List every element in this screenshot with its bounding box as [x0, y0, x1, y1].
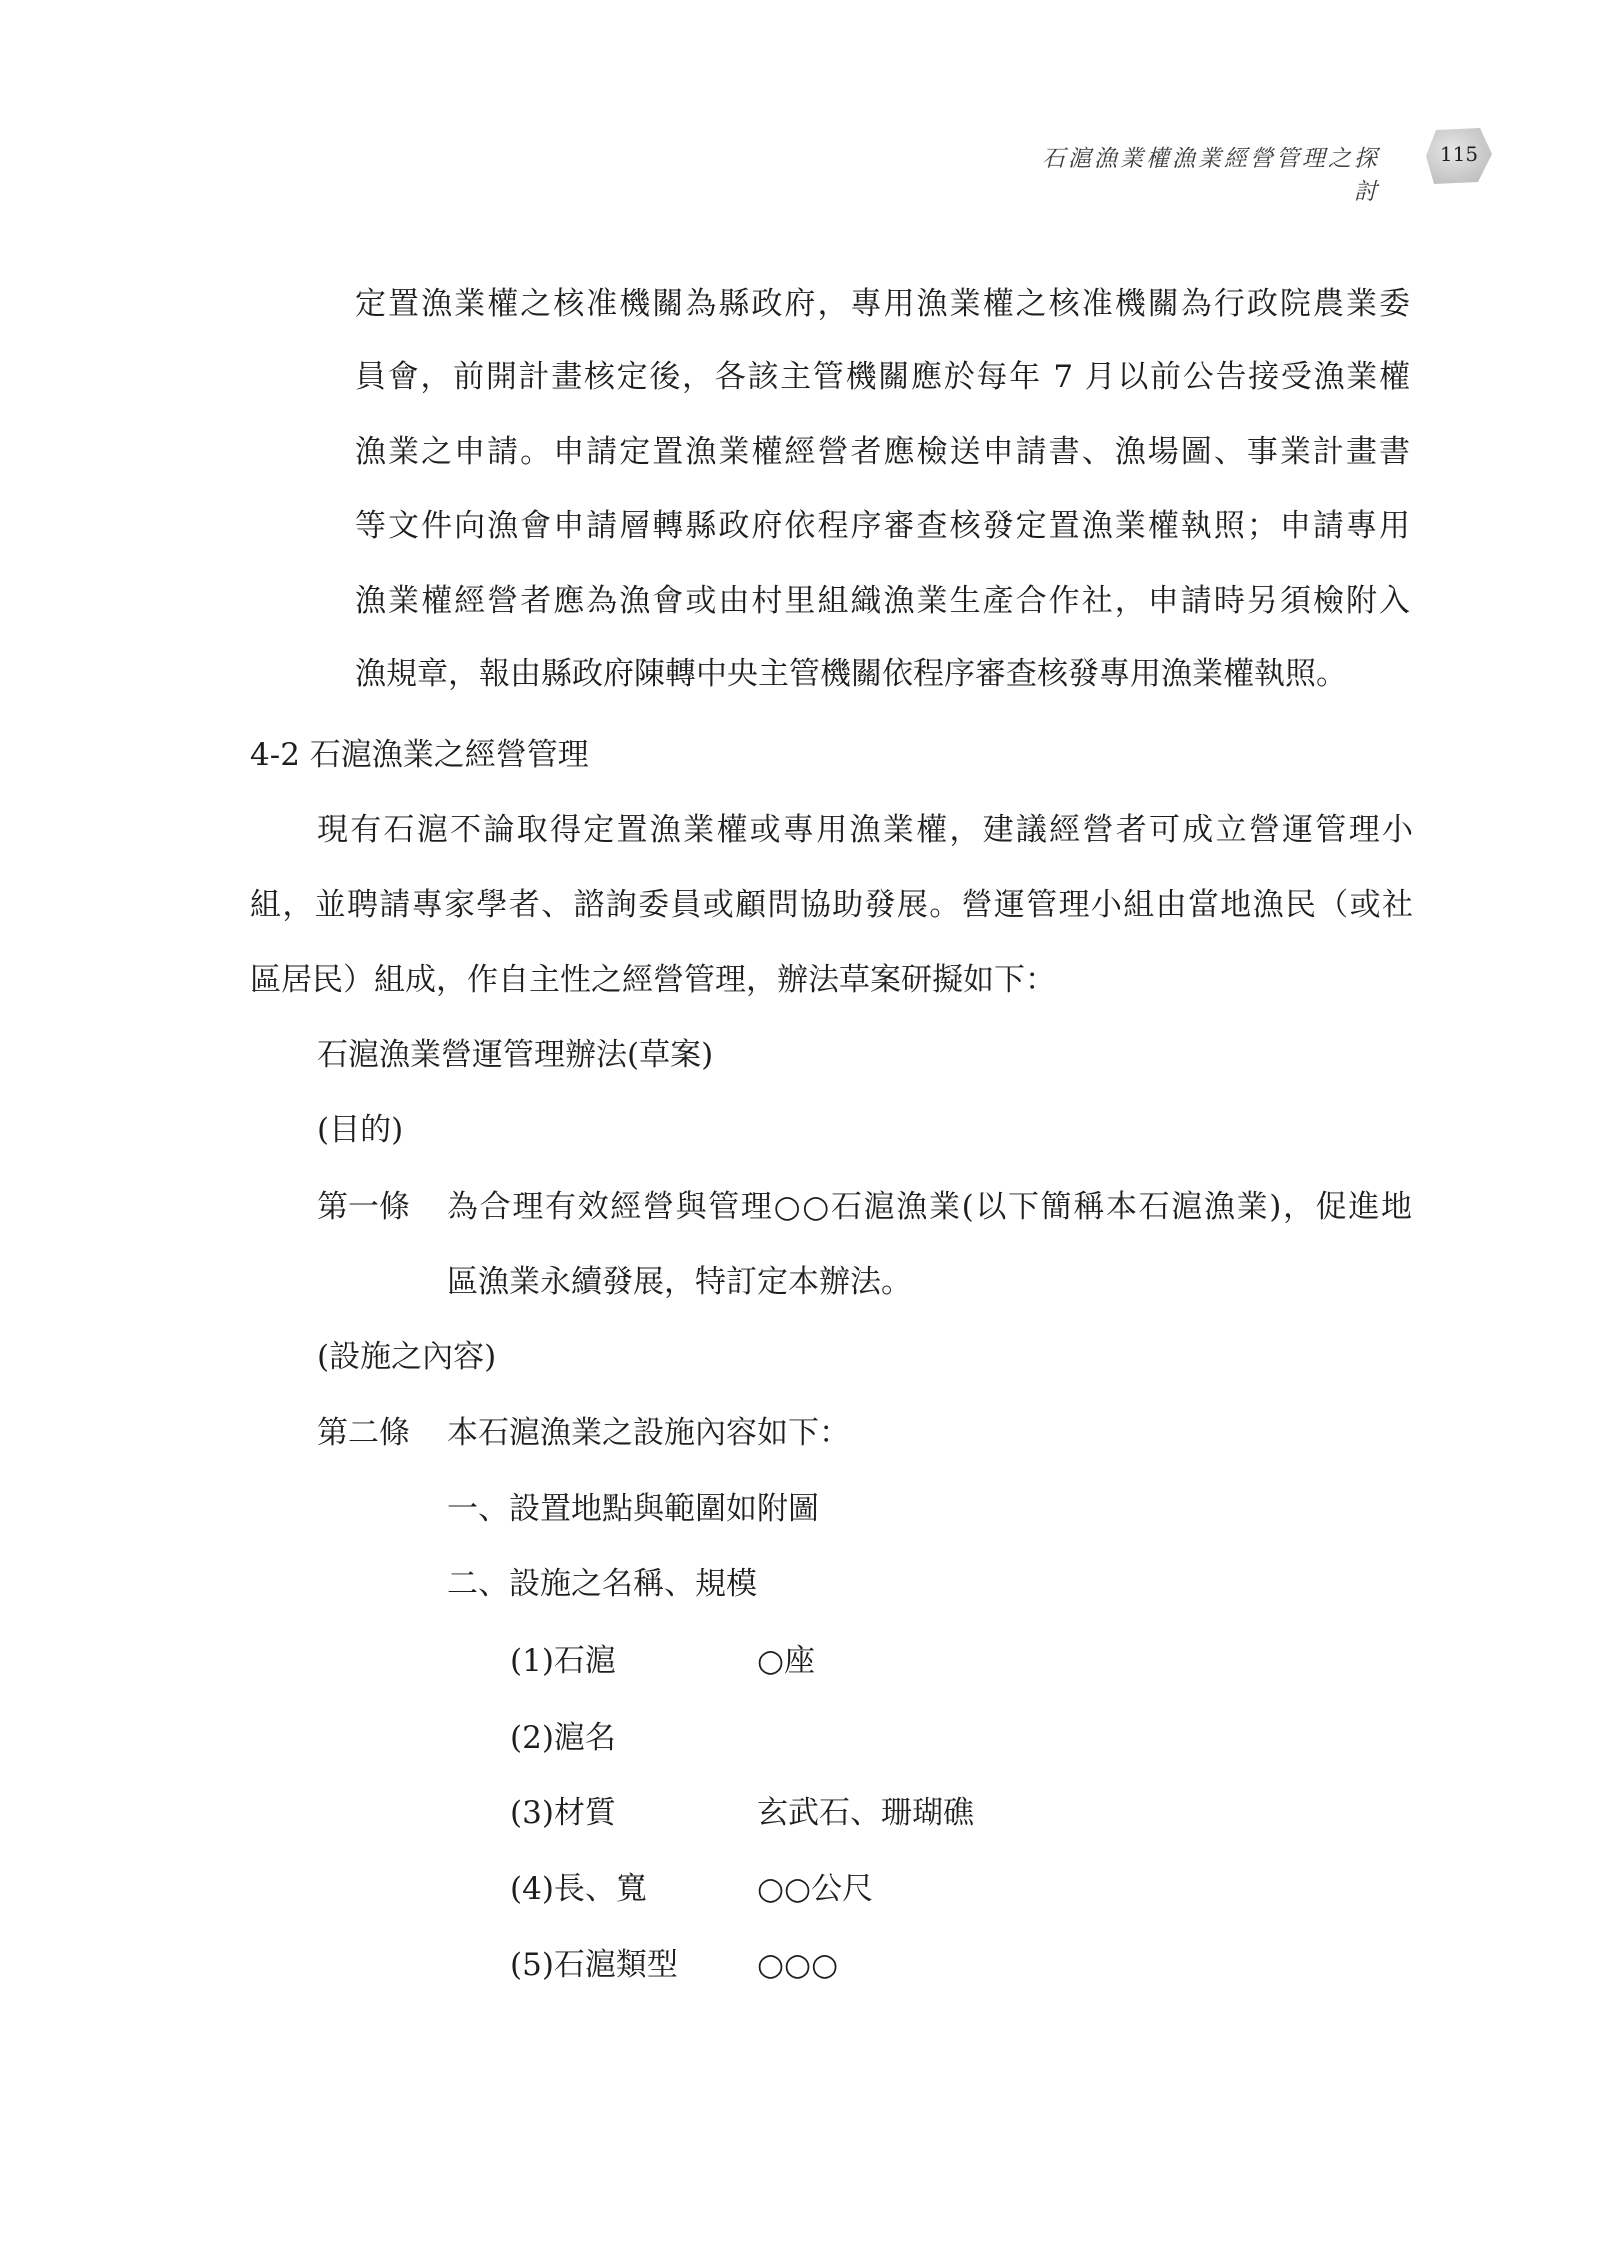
facility-heading: (設施之內容)	[317, 1339, 497, 1375]
paragraph-line: 漁業權經營者應為漁會或由村里組織漁業生產合作社，申請時另須檢附入	[355, 583, 1410, 619]
paragraph-line: 組，並聘請專家學者、諮詢委員或顧問協助發展。營運管理小組由當地漁民（或社	[250, 887, 1413, 923]
paragraph-line: 等文件向漁會申請層轉縣政府依程序審查核發定置漁業權執照；申請專用	[355, 508, 1410, 544]
spec-value: ○○公尺	[757, 1871, 874, 1907]
spec-value: ○座	[757, 1643, 816, 1679]
spec-value: 玄武石、珊瑚礁	[757, 1795, 974, 1831]
spec-label: (2)滬名	[510, 1720, 616, 1756]
draft-title: 石滬漁業營運管理辦法(草案)	[317, 1037, 714, 1073]
page-number-badge	[1424, 126, 1494, 186]
list-item: 二、設施之名稱、規模	[447, 1566, 757, 1602]
article-text-line: 為合理有效經營與管理○○石滬漁業(以下簡稱本石滬漁業)，促進地	[447, 1189, 1412, 1225]
paragraph-line: 漁規章，報由縣政府陳轉中央主管機關依程序審查核發專用漁業權執照。	[355, 656, 1347, 692]
spec-label: (3)材質	[510, 1795, 616, 1831]
list-item: 一、設置地點與範圍如附圖	[447, 1491, 819, 1527]
spec-label: (4)長、寬	[510, 1871, 647, 1907]
page-number: 115	[1439, 142, 1479, 166]
running-title: 石滬漁業權漁業經營管理之探討	[1042, 146, 1380, 205]
article-label: 第二條	[317, 1415, 410, 1451]
paragraph-line: 區居民）組成，作自主性之經營管理，辦法草案研擬如下：	[250, 962, 1056, 998]
section-heading: 4-2 石滬漁業之經營管理	[250, 737, 589, 773]
purpose-heading: (目的)	[317, 1112, 404, 1148]
article-text-line: 本石滬漁業之設施內容如下：	[447, 1415, 850, 1451]
spec-label: (1)石滬	[510, 1643, 616, 1679]
article-text-line: 區漁業永續發展，特訂定本辦法。	[447, 1264, 912, 1300]
paragraph-line: 漁業之申請。申請定置漁業權經營者應檢送申請書、漁場圖、事業計畫書	[355, 434, 1410, 470]
paragraph-line: 現有石滬不論取得定置漁業權或專用漁業權，建議經營者可成立營運管理小	[317, 812, 1413, 848]
spec-label: (5)石滬類型	[510, 1947, 678, 1983]
paragraph-line: 定置漁業權之核准機關為縣政府，專用漁業權之核准機關為行政院農業委	[355, 286, 1410, 322]
spec-value: ○○○	[757, 1947, 839, 1983]
article-label: 第一條	[317, 1189, 410, 1225]
paragraph-line: 員會，前開計畫核定後，各該主管機關應於每年 7 月以前公告接受漁業權	[355, 359, 1410, 395]
